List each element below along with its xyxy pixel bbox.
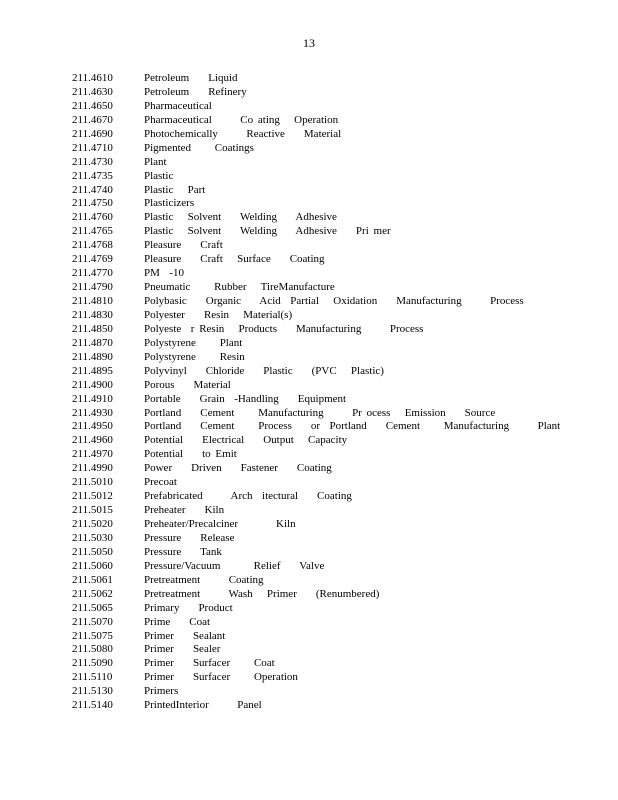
defined-term: Pretreatment Coating <box>144 573 264 586</box>
section-code: 211.5080 <box>72 643 113 656</box>
list-item <box>72 657 552 671</box>
list-item <box>72 420 561 434</box>
list-item <box>72 211 552 225</box>
section-code: 211.5090 <box>72 657 113 670</box>
list-item <box>72 379 552 393</box>
section-code: 211.5061 <box>72 573 113 586</box>
list-item <box>72 72 552 86</box>
section-code: 211.4950 <box>72 420 113 433</box>
section-code: 211.4810 <box>72 295 113 307</box>
defined-term: Primer Sealer <box>144 643 221 656</box>
section-code: 211.4750 <box>72 197 113 210</box>
section-code: 211.5075 <box>72 629 113 642</box>
list-item <box>72 253 552 267</box>
section-code: 211.4740 <box>72 183 113 196</box>
section-code: 211.4765 <box>72 225 113 238</box>
defined-term: Plastic Solvent Welding Adhesive <box>144 211 337 224</box>
section-code: 211.5060 <box>72 559 113 572</box>
list-item <box>72 504 552 518</box>
defined-term: PM -10 <box>144 267 185 280</box>
defined-term: Polybasic Organic Acid Partial Oxidation Manufacturing Process <box>144 295 524 307</box>
defined-term: Plant <box>144 155 167 168</box>
section-code: 211.5065 <box>72 601 113 614</box>
defined-term: Plastic Part <box>144 183 206 196</box>
section-code: 211.4690 <box>72 127 113 140</box>
section-code: 211.4670 <box>72 113 113 126</box>
defined-term: Plastic <box>144 169 174 182</box>
defined-term: Petroleum Refinery <box>144 85 247 98</box>
list-item <box>72 574 552 588</box>
defined-term: Polyester Resin Material(s) <box>144 308 293 321</box>
section-code: 211.5010 <box>72 476 113 489</box>
section-code: 211.4790 <box>72 281 113 294</box>
list-item <box>72 170 552 184</box>
list-item <box>72 490 552 504</box>
list-item <box>72 351 552 365</box>
section-code: 211.4960 <box>72 434 113 447</box>
section-code: 211.5070 <box>72 615 113 628</box>
defined-term: Precoat <box>144 476 177 489</box>
section-code: 211.5062 <box>72 587 113 600</box>
defined-term: Pigmented Coatings <box>144 141 254 154</box>
defined-term: Pneumatic Rubber TireManufacture <box>144 281 335 294</box>
section-code: 211.4769 <box>72 253 113 266</box>
defined-term: Polystyrene Plant <box>144 336 243 349</box>
list-item <box>72 434 552 448</box>
list-item <box>72 114 552 128</box>
list-item <box>72 393 552 407</box>
list-item <box>72 476 552 490</box>
section-code: 211.5020 <box>72 518 113 530</box>
section-code: 211.5140 <box>72 699 113 712</box>
defined-term: Portable Grain -Handling Equipment <box>144 392 347 405</box>
list-item <box>72 588 552 602</box>
defined-term: Pharmaceutical <box>144 99 212 112</box>
page-number: 13 <box>303 36 315 50</box>
defined-term: Portland Cement Process or Portland Cement Manufacturing Plant <box>144 420 561 433</box>
defined-term: Pharmaceutical Co ating Operation <box>144 113 339 126</box>
defined-term: Portland Cement Manufacturing Pr ocess Emission Source <box>144 406 496 419</box>
list-item <box>72 532 552 546</box>
list-item <box>72 323 552 337</box>
defined-term: Primer Surfacer Operation <box>144 671 298 684</box>
list-item <box>72 365 552 379</box>
section-code: 211.5130 <box>72 685 113 698</box>
list-item <box>72 225 552 239</box>
defined-term: Pleasure Craft Surface Coating <box>144 253 325 266</box>
defined-term: Pretreatment Wash Primer (Renumbered) <box>144 587 380 600</box>
defined-term: Prefabricated Arch itectural Coating <box>144 490 352 503</box>
list-item <box>72 100 552 114</box>
defined-term: Primer Sealant <box>144 629 226 642</box>
section-code: 211.4760 <box>72 211 113 224</box>
list-item <box>72 602 552 616</box>
defined-term: Polyeste r Resin Products Manufacturing Process <box>144 322 424 335</box>
definitions-index-list <box>72 72 561 713</box>
defined-term: Primers <box>144 685 179 698</box>
list-item <box>72 156 552 170</box>
list-item <box>72 643 552 657</box>
section-code: 211.4850 <box>72 322 113 335</box>
section-code: 211.4830 <box>72 308 113 321</box>
list-item <box>72 86 552 100</box>
list-item <box>72 407 552 421</box>
defined-term: PrintedInterior Panel <box>144 699 262 712</box>
defined-term: Primary Product <box>144 601 233 614</box>
defined-term: Pressure Release <box>144 531 235 544</box>
section-code: 211.4900 <box>72 378 113 391</box>
section-code: 211.4710 <box>72 141 113 154</box>
list-item <box>72 184 552 198</box>
list-item <box>72 616 552 630</box>
list-item <box>72 462 552 476</box>
list-item <box>72 267 552 281</box>
defined-term: Pleasure Craft <box>144 239 223 252</box>
defined-term: Potential Electrical Output Capacity <box>144 434 348 447</box>
section-code: 211.4630 <box>72 85 113 98</box>
list-item <box>72 239 552 253</box>
section-code: 211.4895 <box>72 364 113 377</box>
defined-term: Prime Coat <box>144 615 211 628</box>
defined-term: Polyvinyl Chloride Plastic (PVC Plastic) <box>144 364 384 377</box>
section-code: 211.5050 <box>72 545 113 558</box>
defined-term: Plasticizers <box>144 197 195 210</box>
defined-term: Preheater/Precalciner Kiln <box>144 518 296 530</box>
section-code: 211.5110 <box>72 671 113 684</box>
defined-term: Petroleum Liquid <box>144 72 238 84</box>
section-code: 211.4890 <box>72 350 113 363</box>
section-code: 211.4910 <box>72 392 113 405</box>
section-code: 211.4990 <box>72 462 113 475</box>
defined-term: Polystyrene Resin <box>144 350 245 363</box>
list-item <box>72 448 552 462</box>
defined-term: Potential to Emit <box>144 448 237 461</box>
list-item <box>72 142 552 156</box>
section-code: 211.5015 <box>72 504 113 517</box>
list-item <box>72 197 552 211</box>
section-code: 211.4610 <box>72 72 113 84</box>
section-code: 211.4735 <box>72 169 113 182</box>
list-item <box>72 281 552 295</box>
list-item <box>72 337 552 351</box>
defined-term: Plastic Solvent Welding Adhesive Pri mer <box>144 225 391 238</box>
section-code: 211.4768 <box>72 239 113 252</box>
defined-term: Pressure/Vacuum Relief Valve <box>144 559 325 572</box>
defined-term: Photochemically Reactive Material <box>144 127 342 140</box>
section-code: 211.5012 <box>72 490 113 503</box>
list-item <box>72 295 552 309</box>
defined-term: Porous Material <box>144 378 231 391</box>
list-item <box>72 560 552 574</box>
defined-term: Pressure Tank <box>144 545 222 558</box>
section-code: 211.4650 <box>72 99 113 112</box>
defined-term: Power Driven Fastener Coating <box>144 462 332 475</box>
list-item <box>72 518 552 532</box>
section-code: 211.4870 <box>72 336 113 349</box>
defined-term: Primer Surfacer Coat <box>144 657 275 670</box>
defined-term: Preheater Kiln <box>144 504 225 517</box>
section-code: 211.4770 <box>72 267 113 280</box>
list-item <box>72 128 552 142</box>
list-item <box>72 699 552 713</box>
list-item <box>72 630 552 644</box>
section-code: 211.4730 <box>72 155 113 168</box>
list-item <box>72 309 552 323</box>
list-item <box>72 546 552 560</box>
section-code: 211.4930 <box>72 406 113 419</box>
section-code: 211.4970 <box>72 448 113 461</box>
list-item <box>72 671 552 685</box>
section-code: 211.5030 <box>72 531 113 544</box>
list-item <box>72 685 552 699</box>
